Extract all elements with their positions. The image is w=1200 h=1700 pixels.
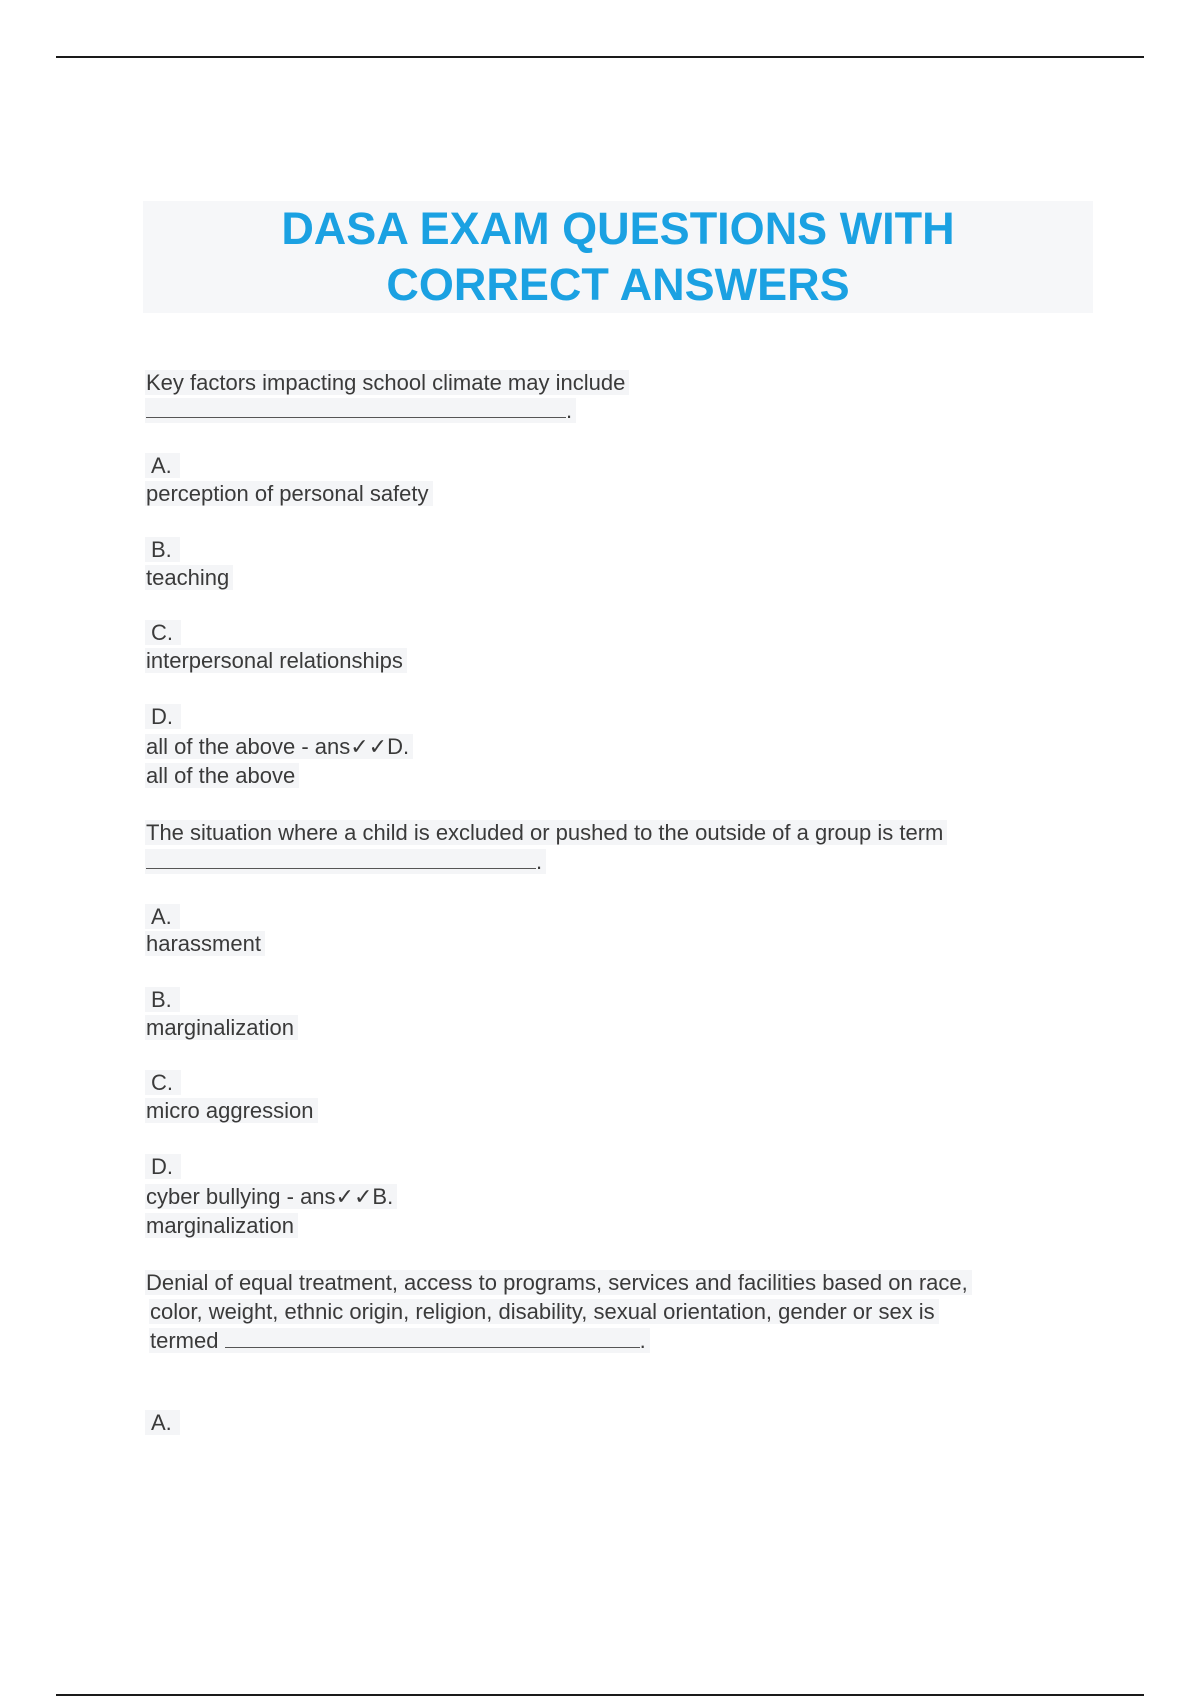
question-1-option-a-letter: A.	[145, 451, 180, 480]
question-2-option-c-letter: C.	[145, 1068, 181, 1097]
question-2-option-d-letter: D.	[145, 1152, 181, 1181]
question-3-prompt-line-2: color, weight, ethnic origin, religion, disability, sexual orientation, gender or sex is	[149, 1297, 939, 1326]
question-1-option-d-text: all of the above - ans✓✓D.	[145, 732, 413, 761]
question-1-blank: .	[145, 396, 576, 425]
question-2-blank: .	[145, 847, 546, 876]
answer-blank	[225, 1327, 640, 1348]
title-banner	[143, 201, 1093, 313]
page-title-line-2: CORRECT ANSWERS	[386, 259, 850, 310]
answer-blank	[146, 848, 536, 869]
question-3-option-a-letter: A.	[145, 1408, 180, 1437]
question-1-option-d-letter: D.	[145, 702, 181, 731]
bottom-rule	[56, 1694, 1144, 1696]
question-1-option-b-text: teaching	[145, 563, 233, 592]
question-2-option-c-text: micro aggression	[145, 1096, 318, 1125]
question-2-prompt: The situation where a child is excluded or pushed to the outside of a group is term	[145, 818, 947, 847]
question-1-answer-text: all of the above	[145, 761, 299, 790]
question-2-answer-text: marginalization	[145, 1211, 298, 1240]
question-1-option-c-letter: C.	[145, 618, 181, 647]
question-2-option-a-letter: A.	[145, 902, 180, 931]
question-1-option-c-text: interpersonal relationships	[145, 646, 407, 675]
question-3-prompt-line-3: termed .	[149, 1326, 650, 1355]
page-title-line-1: DASA EXAM QUESTIONS WITH	[281, 203, 955, 254]
question-2-option-b-letter: B.	[145, 985, 180, 1014]
question-2-option-b-text: marginalization	[145, 1013, 298, 1042]
question-1-prompt: Key factors impacting school climate may include	[145, 368, 629, 397]
question-1-option-b-letter: B.	[145, 535, 180, 564]
question-2-option-a-text: harassment	[145, 929, 265, 958]
question-3-prompt-line-1: Denial of equal treatment, access to programs, services and facilities based on race,	[145, 1268, 972, 1297]
answer-blank	[146, 397, 566, 418]
question-1-option-a-text: perception of personal safety	[145, 479, 433, 508]
question-2-option-d-text: cyber bullying - ans✓✓B.	[145, 1182, 397, 1211]
top-rule	[56, 56, 1144, 58]
